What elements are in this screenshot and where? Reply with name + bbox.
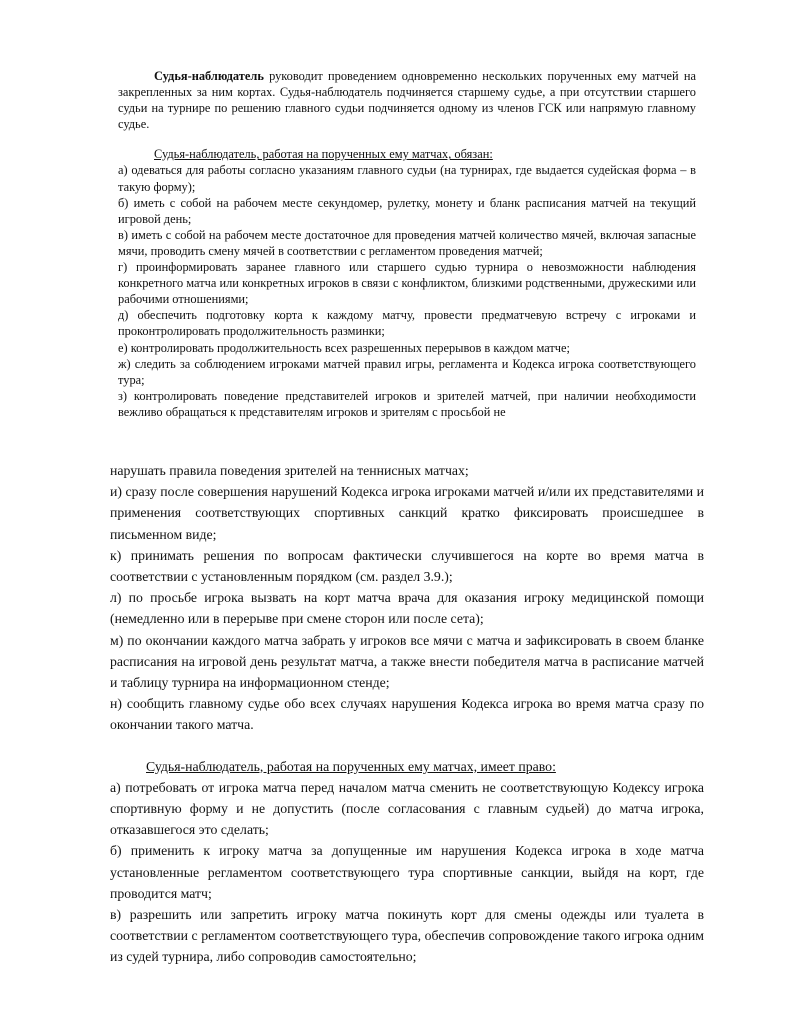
intro-paragraph [118, 68, 696, 132]
duty-item: нарушать правила поведения зрителей на теннисных матчах; [110, 463, 469, 478]
right-item: б) применить к игроку матча за допущенные им нарушения Кодекса игрока в ходе матча установленные регламентом соответствующего тура спортивные санкции, выйдя на корт, где проводится матч; [110, 843, 704, 901]
duty-item: б) иметь с собой на рабочем месте секундомер, рулетку, монету и бланк расписания матчей на текущий игровой день; [118, 195, 696, 226]
duty-item: в) иметь с собой на рабочем месте достаточное для проведения матчей количество мячей, включая запасные мячи, проводить смену мячей в соответствии с регламентом проведения матчей; [118, 227, 696, 258]
rights-heading: Судья-наблюдатель, работая на порученных ему матчах, имеет право: [146, 758, 556, 774]
upper-section [118, 68, 696, 420]
duty-item: з) контролировать поведение представителей игроков и зрителей матчей, при наличии необходимости вежливо обращаться к представителям игроков и зрителям с просьбой не [118, 388, 696, 419]
duty-item: г) проинформировать заранее главного или старшего судью турнира о невозможности наблюдения конкретного матча или конкретных игроков в связи с конфликтом, близкими родственными, дружескими или рабочими отношениями; [118, 260, 696, 307]
duty-item: и) сразу после совершения нарушений Кодекса игрока игроками матчей и/или их представителями и применения соответствующих спортивных санкций кратко фиксировать происшедшее в письменном виде; [110, 484, 704, 542]
duty-item: е) контролировать продолжительность всех разрешенных перерывов в каждом матче; [118, 340, 570, 355]
duty-item: а) одеваться для работы согласно указаниям главного судьи (на турнирах, где выдается судейская форма – в такую форму); [118, 163, 696, 194]
right-item: в) разрешить или запретить игроку матча покинуть корт для смены одежды или туалета в соответствии с регламентом соответствующего тура, обеспечив сопровождение такого игрока одним из судей турнира, либо сопроводив самостоятельно; [110, 907, 704, 965]
duties-heading: Судья-наблюдатель, работая на порученных ему матчах, обязан: [154, 147, 493, 162]
intro-text: руководит проведением одновременно нескольких порученных ему матчей на закрепленных за ним кортах. Судья-наблюдатель подчиняется старшему судье, а при отсутствии старшего судьи на турнире по решению главного судьи подчиняется одному из членов ГСК или напрямую главному судье. [118, 69, 696, 132]
intro-lead: Судья-наблюдатель [154, 69, 264, 83]
duty-item: н) сообщить главному судье обо всех случаях нарушения Кодекса игрока во время матча сразу по окончании такого матча. [110, 696, 704, 733]
duty-item: к) принимать решения по вопросам фактически случившегося на корте во время матча в соответствии с установленным порядком (см. раздел 3.9.); [110, 547, 704, 585]
duty-item: м) по окончании каждого матча забрать у игроков все мячи с матча и зафиксировать в своем бланке расписания на игровой день результат матча, а также внести победителя матча в расписание матчей и таблицу турнира на информационном стенде; [110, 632, 704, 691]
duty-item: л) по просьбе игрока вызвать на корт матча врача для оказания игроку медицинской помощи (немедленно или в перерыве при смене сторон или после сета); [110, 590, 704, 627]
right-item: а) потребовать от игрока матча перед началом матча сменить не соответствующую Кодексу игрока спортивную форму и не допустить (после согласования с главным судьей) до матча игрока, отказавшегося это сделать; [110, 779, 704, 838]
lower-section [110, 460, 704, 968]
duty-item: ж) следить за соблюдением игроками матчей правил игры, регламента и Кодекса игрока соответствующего тура; [118, 356, 696, 387]
duty-item: д) обеспечить подготовку корта к каждому матчу, провести предматчевую встречу с игроками и проконтролировать продолжительность разминки; [118, 308, 696, 339]
